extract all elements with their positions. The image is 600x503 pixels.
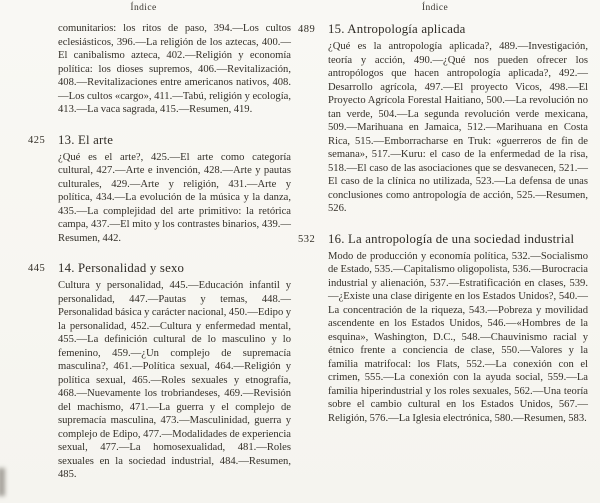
toc-entry-chapter15	[298, 22, 588, 216]
margin-page-number-empty	[28, 22, 58, 117]
margin-page-number: 445	[28, 263, 46, 274]
entries-right	[298, 22, 588, 425]
toc-body-text: ¿Qué es la antropología aplicada?, 489.—Investigación, teoría y acción, 490.—¿Qué nos pueden ofrecer los antropólogos que hacen antropología aplicada?, 492.—Desarrollo agrícola, 497.—El proyecto Vicos, 498.—El Proyecto Agrícola Forestal Haitiano, 500.—La revolución no tan verde, 504.—La segunda revolución verde mexicana, 509.—Marihuana en Jamaica, 512.—Marihuana en Costa Rica, 515.—Emborracharse en Truk: «guerreros de fin de semana», 517.—Kuru: el caso de la enfermedad de la risa, 518.—El caso de las asociaciones que se desvanecen, 521.—El caso de la clínica no utilizada, 523.—La defensa de unas conclusiones como antropología de acción, 525.—Resumen, 526.	[328, 41, 588, 214]
running-header-right: Índice	[421, 3, 449, 13]
margin-page-number: 425	[28, 134, 46, 146]
entry-content	[328, 22, 588, 216]
chapter-title: 14. Personalidad y sexo	[58, 261, 185, 275]
entry-content	[58, 261, 291, 482]
chapter-title: 13. El arte	[58, 132, 114, 147]
index-column-right	[298, 0, 588, 425]
index-column-left	[28, 0, 291, 482]
margin-page-number: 489	[298, 24, 316, 35]
toc-body-text: Cultura y personalidad, 445.—Educación infantil y personalidad, 447.—Pautas y temas, 448.—Personalidad básica y carácter nacional, 450.—Edipo y la personalidad, 452.—Cultura y enfermedad mental, 455.—La definición cultural de lo masculino y lo femenino, 459.—¿Un complejo de supremacía masculina?, 461.—Política sexual, 464.—Religión y política sexual, 465.—Roles sexuales y etnografía, 468.—Nuevamente los trobriandeses, 469.—Revisión del machismo, 471.—La guerra y el complejo de supremacía masculina, 473.—Masculinidad, guerra y complejo de Edipo, 477.—Modalidades de experiencia sexual, 477.—La homosexualidad, 481.—Roles sexuales en la sociedad industrial, 484.—Resumen, 485.	[58, 280, 291, 480]
toc-body-text: Modo de producción y economía política, 532.—Socialismo de Estado, 535.—Capitalismo oligopolista, 536.—Burocracia industrial y alienación, 537.—Estratificación en clases, 539.—¿Existe una clase dirigente en los Estados Unidos?, 540.—La concentración de la riqueza, 543.—Pobreza y movilidad ascendente en los Estados Unidos, 546.—«Hombres de la esquina», Washington, D.C., 548.—Chauvinismo racial y étnico frente a conciencia de clase, 550.—Valores y la familia matrifocal: los Flats, 552.—La conexión con el crimen, 555.—La conexión con la ayuda social, 559.—La familia hiperindustrial y los roles sexuales, 562.—Una teoría sobre el cambio cultural en los Estados Unidos, 567.—Religión, 576.—La Iglesia electrónica, 580.—Resumen, 583.	[328, 250, 588, 424]
toc-body-text: ¿Qué es el arte?, 425.—El arte como categoría cultural, 427.—Arte e invención, 428.—Arte y pautas culturales, 429.—Arte y religión, 431.—Arte y política, 434.—La evolución de la música y la danza, 435.—La complejidad del arte primitivo: la retórica campa, 437.—El mito y los contrastes binarios, 439.—Resumen, 442.	[58, 151, 291, 244]
toc-entry-chapter12-continuation	[28, 22, 291, 117]
chapter-title: 15. Antropología aplicada	[328, 22, 466, 36]
chapter-title: 16. La antropología de una sociedad industrial	[328, 231, 575, 246]
toc-entry-chapter14	[28, 261, 291, 482]
toc-entry-chapter13	[28, 133, 291, 246]
entry-content	[58, 22, 291, 117]
entries-left	[28, 22, 291, 482]
running-header-left: Índice	[130, 3, 157, 13]
entry-content	[328, 232, 588, 426]
margin-page-number: 532	[298, 233, 316, 245]
toc-entry-chapter16	[298, 232, 588, 426]
entry-content	[58, 133, 291, 246]
toc-body-text: comunitarios: los ritos de paso, 394.—Los cultos eclesiásticos, 396.—La religión de los aztecas, 400.—El canibalismo azteca, 402.—Religión y economía política: los dioses supremos, 406.—Revitalización, 408.—Revitalizaciones entre americanos nativos, 408.—Los cultos «cargo», 411.—Tabú, religión y ecología, 413.—La vaca sagrada, 415.—Resumen, 419.	[58, 23, 291, 115]
